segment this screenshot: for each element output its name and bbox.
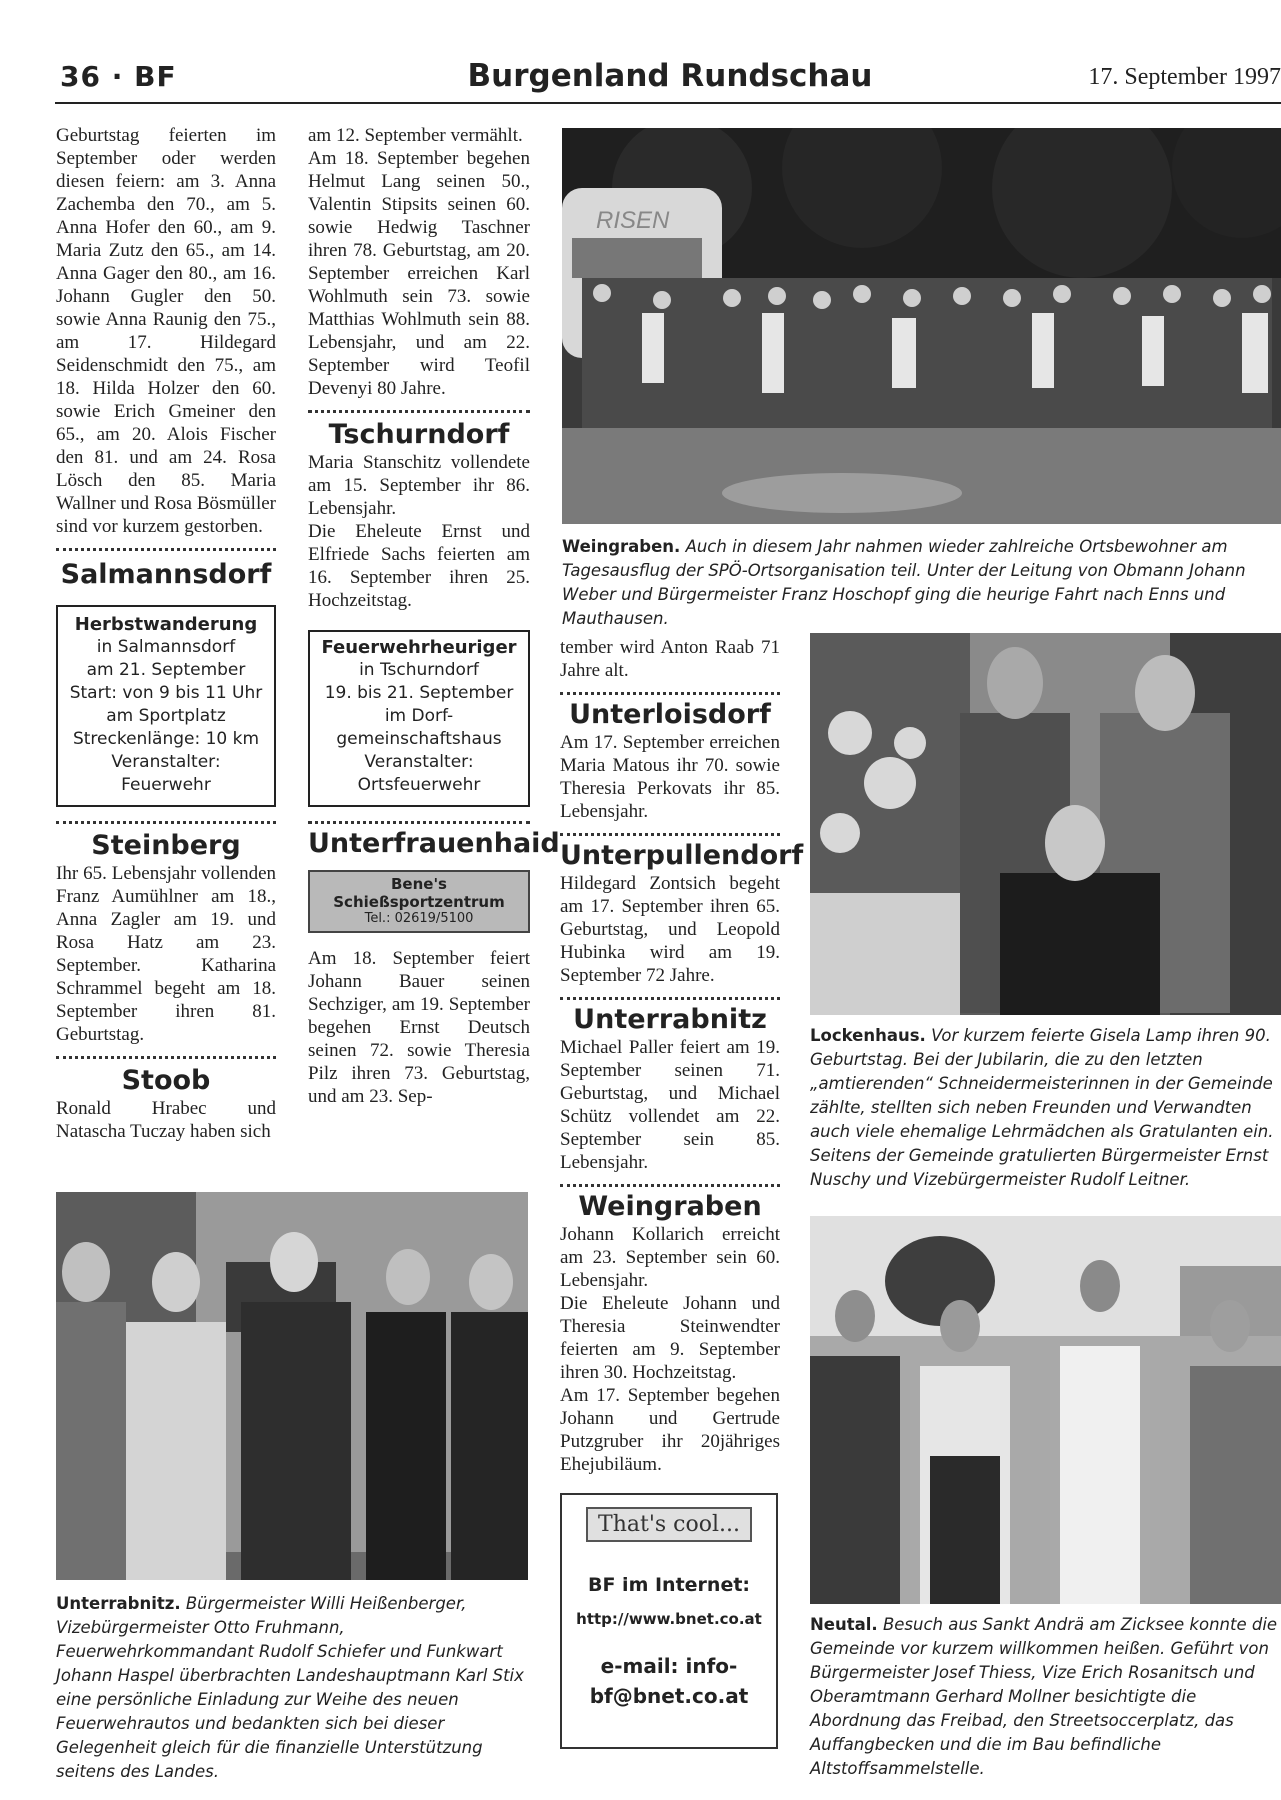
photo-weingraben-group <box>562 128 1281 524</box>
tschurndorf-text-1: Maria Stanschitz vollendete am 15. September ihr 86. Lebensjahr. <box>308 452 530 519</box>
event-box-herbstwanderung <box>56 605 276 807</box>
caption-text: Bürgermeister Willi Heißenberger, Vizebürgermeister Otto Fruhmann, Feuerwehrkommandant Rudolf Schiefer und Funkwart Johann Haspel überbrachten Landeshauptmann Karl Stix eine persönliche Einladung zur Weihe des neuen Feuerwehrautos und bedankten sich bei dieser Gelegenheit gleich für die finanzielle Unterstützung seitens des Landes. <box>56 1594 524 1781</box>
section-heading-tschurndorf: Tschurndorf <box>328 419 510 450</box>
event-box-line: Veranstalter: <box>111 752 221 772</box>
caption-place: Weingraben. <box>562 537 681 556</box>
photo-neutal <box>810 1216 1281 1604</box>
weingraben-text-2: Die Eheleute Johann und Theresia Steinwendter feierten am 9. September ihren 30. Hochzeitstag. <box>560 1293 780 1383</box>
divider <box>560 997 780 1000</box>
section-heading-unterfrauenhaid: Unterfrauenhaid <box>308 828 560 859</box>
divider <box>308 821 530 824</box>
divider <box>56 548 276 551</box>
col2-intro-text: am 12. September vermählt. <box>308 125 523 146</box>
bus-sign: RISEN <box>596 207 670 234</box>
photo-lockenhaus-image <box>810 633 1281 1015</box>
steinberg-text: Ihr 65. Lebensjahr vollenden Franz Aumühlner am 18., Anna Zagler am 19. und Rosa Hatz am 23. September. Katharina Schrammel begeht am 18. September ihren 81. Geburtstag. <box>56 863 276 1045</box>
column-1 <box>56 124 276 1143</box>
col3-intro-text: tember wird Anton Raab 71 Jahre alt. <box>560 637 780 681</box>
ad-bf-internet <box>560 1493 778 1749</box>
tschurndorf-text-2: Die Eheleute Ernst und Elfriede Sachs feierten am 16. September ihren 25. Hochzeitstag. <box>308 521 530 611</box>
divider <box>56 1056 276 1059</box>
event-box-line: in Tschurndorf <box>359 660 479 680</box>
header-rule <box>55 102 1281 104</box>
col2-intro-text-2: Am 18. September begehen Helmut Lang seinen 50., Valentin Stipsits seinen 60. sowie Hedwig Taschner ihren 78. Geburtstag, am 20. September erreichen Karl Wohlmuth sein 73. sowie Matthias Wohlmuth sein 88. Lebensjahr, und am 22. September wird Teofil Devenyi 80 Jahre. <box>308 148 530 399</box>
divider <box>560 1184 780 1187</box>
caption-text: Besuch aus Sankt Andrä am Zicksee konnte die Gemeinde vor kurzem willkommen heißen. Geführt von Bürgermeister Josef Thiess, Vize Erich Rosanitsch und Oberamtmann Gerhard Mollner besichtigte die Abordnung das Freibad, den Streetsoccerplatz, das Auffangbecken und die im Bau befindliche Altstoffsammelstelle. <box>810 1615 1278 1778</box>
unterloisdorf-text: Am 17. September erreichen Maria Matous ihr 70. sowie Theresia Perkovats ihr 85. Lebensjahr. <box>560 732 780 822</box>
caption-unterrabnitz <box>56 1592 528 1784</box>
page-number: 36 · BF <box>60 60 177 93</box>
event-box-line: am Sportplatz <box>106 706 226 726</box>
ad-line: Bene's <box>391 875 447 893</box>
event-box-line: Veranstalter: <box>364 752 474 772</box>
event-box-title: Herbstwanderung <box>74 614 258 635</box>
ad-url-link[interactable]: http://www.bnet.co.at <box>576 1610 762 1628</box>
column-2 <box>308 124 560 1108</box>
photo-neutal-image <box>810 1216 1281 1604</box>
section-heading-unterpullendorf: Unterpullendorf <box>560 840 804 871</box>
section-heading-stoob: Stoob <box>121 1065 211 1096</box>
ad-heading: BF im Internet: <box>587 1574 751 1596</box>
issue-date: 17. September 1997 <box>1088 64 1281 90</box>
event-box-line: in Salmannsdorf <box>96 637 236 657</box>
event-box-line: am 21. September <box>86 660 246 680</box>
event-box-line: Start: von 9 bis 11 Uhr <box>69 683 263 703</box>
event-box-line: im Dorf- <box>384 706 454 726</box>
caption-place: Unterrabnitz. <box>56 1594 181 1613</box>
column-3 <box>560 636 804 1476</box>
section-heading-unterrabnitz: Unterrabnitz <box>573 1004 767 1035</box>
caption-text: Vor kurzem feierte Gisela Lamp ihren 90. Geburtstag. Bei der Jubilarin, die zu den letzten „amtierenden“ Schneidermeisterinnen in der Gemeinde zählte, stellten sich neben Freunden und Verwandten auch viele ehemalige Lehrmädchen als Gratulanten ein. Seitens der Gemeinde gratulierten Bürgermeister Ernst Nuschy und Vizebürgermeister Rudolf Leitner. <box>810 1026 1274 1189</box>
caption-neutal <box>810 1613 1281 1781</box>
section-heading-steinberg: Steinberg <box>91 830 241 861</box>
photo-weingraben-image <box>562 128 1281 524</box>
divider <box>560 692 780 695</box>
photo-unterrabnitz-image <box>56 1192 528 1580</box>
ad-badge: That's cool... <box>586 1507 752 1542</box>
birthday-intro-text: Geburtstag feierten im September oder werden diesen feiern: am 3. Anna Zachemba den 70., am 5. Anna Hofer den 60., am 9. Maria Zutz den 65., am 14. Anna Gager den 80., am 16. Johann Gugler den 50. sowie Anna Raunig den 75., am 17. Hildegard Seidenschmidt den 75., am 18. Hilda Holzer den 60. sowie Erich Gmeiner den 65., am 20. Alois Fischer den 81. und am 24. Rosa Lösch den 85. Maria Wallner und Rosa Bösmüller sind vor kurzem gestorben. <box>56 125 276 537</box>
caption-place: Neutal. <box>810 1615 878 1634</box>
section-heading-salmannsdorf: Salmannsdorf <box>60 559 272 590</box>
photo-unterrabnitz <box>56 1192 528 1580</box>
event-box-line: gemeinschaftshaus <box>336 729 502 749</box>
unterfrauenhaid-text: Am 18. September feiert Johann Bauer seinen Sechziger, am 19. September begehen Ernst Deutsch seinen 72. sowie Theresia Pilz ihren 73. Geburtstag, und am 23. Sep- <box>308 948 530 1107</box>
event-box-line: 19. bis 21. September <box>324 683 514 703</box>
event-box-title: Feuerwehrheuriger <box>321 637 517 658</box>
section-heading-unterloisdorf: Unterloisdorf <box>569 699 771 730</box>
weingraben-text-1: Johann Kollarich erreicht am 23. September sein 60. Lebensjahr. <box>560 1224 780 1291</box>
unterrabnitz-text: Michael Paller feiert am 19. September seinen 71. Geburtstag, und Michael Schütz vollendet am 22. September sein 85. Lebensjahr. <box>560 1037 780 1173</box>
caption-place: Lockenhaus. <box>810 1026 926 1045</box>
ad-email-link-2[interactable]: bf@bnet.co.at <box>589 1684 749 1708</box>
event-box-line: Ortsfeuerwehr <box>357 775 481 795</box>
event-box-line: Streckenlänge: 10 km <box>72 729 260 749</box>
ad-schiesssportzentrum <box>308 870 530 933</box>
unterpullendorf-text: Hildegard Zontsich begeht am 17. September ihren 65. Geburtstag, und Leopold Hubinka wird am 19. September 72 Jahre. <box>560 873 780 986</box>
divider <box>308 410 530 413</box>
caption-weingraben <box>562 535 1281 631</box>
divider <box>560 833 780 836</box>
masthead: Burgenland Rundschau <box>467 58 873 94</box>
caption-text: Auch in diesem Jahr nahmen wieder zahlreiche Ortsbewohner am Tagesausflug der SPÖ-Ortsorganisation teil. Unter der Leitung von Obmann Johann Weber und Bürgermeister Franz Hoschopf ging die heurige Fahrt nach Enns und Mauthausen. <box>562 537 1246 628</box>
ad-phone: Tel.: 02619/5100 <box>364 911 474 926</box>
event-box-feuerwehrheuriger <box>308 630 530 807</box>
weingraben-text-3: Am 17. September begehen Johann und Gertrude Putzgruber ihr 20jähriges Ehejubiläum. <box>560 1385 780 1475</box>
ad-line: Schießsportzentrum <box>333 893 505 911</box>
section-heading-weingraben: Weingraben <box>578 1191 762 1222</box>
event-box-line: Feuerwehr <box>121 775 211 795</box>
caption-lockenhaus <box>810 1024 1281 1192</box>
stoob-text: Ronald Hrabec und Natascha Tuczay haben sich <box>56 1098 276 1142</box>
divider <box>56 821 276 824</box>
ad-email-link[interactable]: e-mail: info- <box>600 1654 738 1678</box>
photo-lockenhaus <box>810 633 1281 1015</box>
